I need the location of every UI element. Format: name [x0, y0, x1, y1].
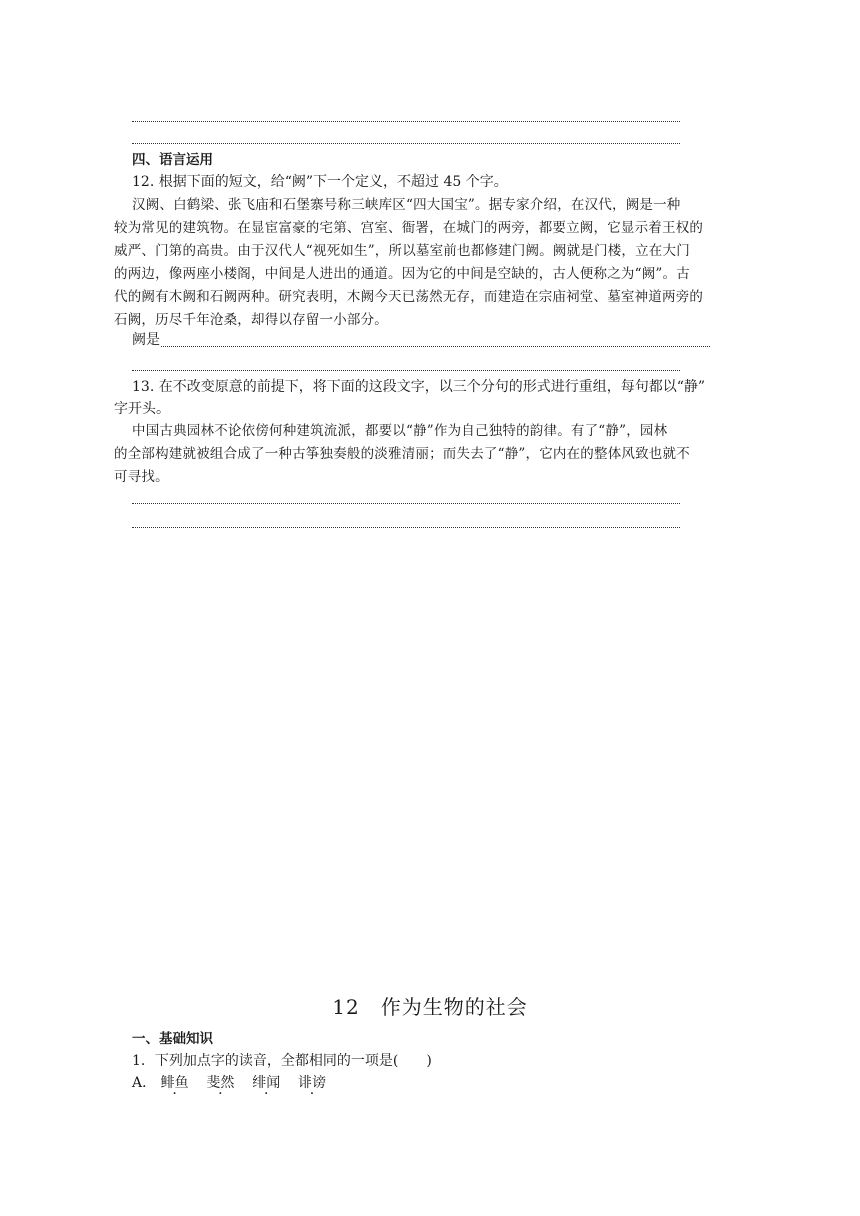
option-word: 鲱鱼 [160, 1075, 189, 1091]
passage-line: 的全部构建就被组合成了一种古筝独奏般的淡雅清丽；而失去了“静”，它内在的整体风致也就不 [114, 446, 690, 462]
lesson-title: 12 作为生物的社会 [332, 995, 528, 1019]
option-a[interactable] [132, 1073, 326, 1093]
passage-line: 较为常见的建筑物。在显宦富豪的宅第、宫室、衙署，在城门的两旁，都要立阙，它显示着王权的 [114, 220, 704, 236]
answer-line[interactable] [132, 503, 680, 504]
question-13-prompt: 13. 在不改变原意的前提下，将下面的这段文字，以三个分句的形式进行重组，每句都以“静” [132, 379, 706, 395]
passage-line: 石阙，历尽千年沧桑，却得以存留一小部分。 [114, 312, 388, 328]
answer-line [132, 143, 680, 144]
passage-line: 威严、门第的高贵。由于汉代人“视死如生”，所以墓室前也都修建门阙。阙就是门楼，立在大门 [114, 243, 690, 259]
option-word: 诽谤 [298, 1075, 327, 1091]
passage-line: 的两边，像两座小楼阁，中间是人进出的通道。因为它的中间是空缺的，古人便称之为“阙”。古 [114, 266, 690, 282]
question-1-prompt: 1．下列加点字的读音，全都相同的一项是( ) [132, 1053, 432, 1069]
passage-line: 可寻找。 [114, 469, 169, 485]
option-word: 斐然 [206, 1075, 235, 1091]
answer-line [132, 121, 680, 122]
passage-line: 中国古典园林不论依傍何种建筑流派，都要以“静”作为自己独特的韵律。有了“静”，园林 [132, 423, 668, 439]
passage-line: 汉阙、白鹤梁、张飞庙和石堡寨号称三峡库区“四大国宝”。据专家介绍，在汉代，阙是一种 [132, 197, 681, 213]
option-word: 绯闻 [252, 1075, 281, 1091]
section-heading: 一、基础知识 [132, 1031, 213, 1047]
answer-line[interactable] [161, 346, 710, 347]
answer-line[interactable] [132, 527, 680, 528]
section-heading: 四、语言运用 [132, 152, 213, 168]
answer-prefix: 阙是 [132, 332, 160, 348]
question-13-prompt: 字开头。 [114, 401, 170, 417]
option-a-label: A． [132, 1075, 157, 1091]
question-12-prompt: 12. 根据下面的短文，给“阙”下一个定义，不超过 45 个字。 [132, 174, 508, 190]
answer-line[interactable] [132, 370, 680, 371]
passage-line: 代的阙有木阙和石阙两种。研究表明，木阙今天已荡然无存，而建造在宗庙祠堂、墓室神道两旁的 [114, 289, 704, 305]
